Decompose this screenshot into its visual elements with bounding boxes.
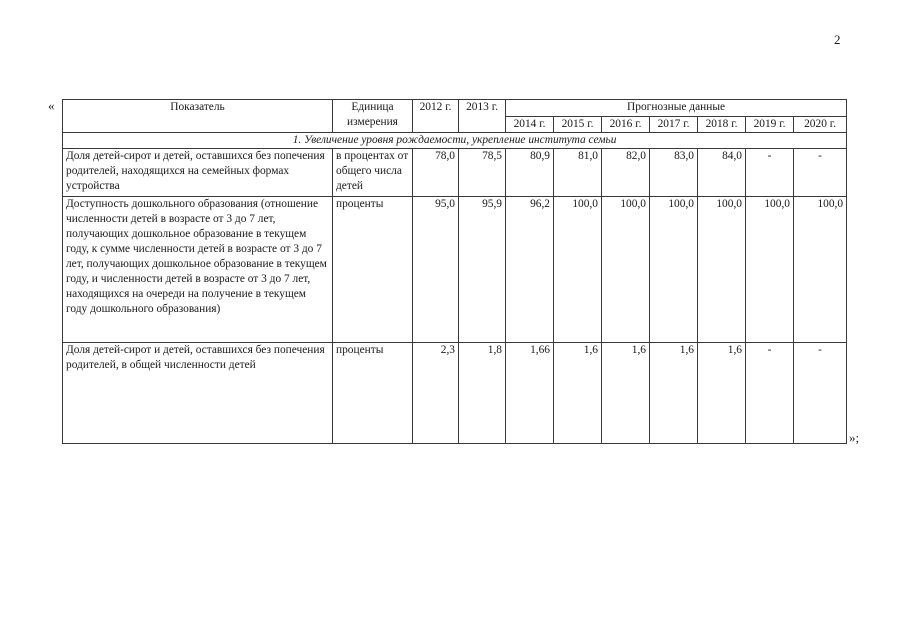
- header-year-2014: 2014 г.: [506, 117, 554, 133]
- table-row: [63, 149, 847, 197]
- value-cell: -: [746, 343, 794, 444]
- value-cell: 1,66: [506, 343, 554, 444]
- closing-quote: »;: [849, 430, 860, 445]
- table-row: [63, 343, 847, 444]
- value-cell: 1,8: [459, 343, 506, 444]
- indicator-cell: Доступность дошкольного образования (отношение численности детей в возрасте от 3 до 7 лет, получающих дошкольное образование в текущем году, к сумме численности детей в возрасте от 3 до 7 лет, получающих дошкольное образование в текущем году, и численности детей в возрасте от 3 до 7 лет, находящихся на очереди на получение в текущем году дошкольного образования): [63, 197, 333, 343]
- value-cell: 96,2: [506, 197, 554, 343]
- header-year-2016: 2016 г.: [602, 117, 650, 133]
- value-cell: 83,0: [650, 149, 698, 197]
- value-cell: 1,6: [602, 343, 650, 444]
- value-cell: 100,0: [554, 197, 602, 343]
- section-title: 1. Увеличение уровня рождаемости, укрепление института семьи: [63, 133, 847, 149]
- unit-cell: проценты: [333, 197, 413, 343]
- header-unit: Единица измерения: [333, 100, 413, 133]
- value-cell: 1,6: [650, 343, 698, 444]
- indicators-table: [62, 99, 847, 444]
- header-year-2020: 2020 г.: [794, 117, 847, 133]
- unit-cell: проценты: [333, 343, 413, 444]
- value-cell: 80,9: [506, 149, 554, 197]
- indicator-cell: Доля детей-сирот и детей, оставшихся без попечения родителей, находящихся на семейных формах устройства: [63, 149, 333, 197]
- opening-quote: «: [48, 98, 55, 113]
- header-year-2019: 2019 г.: [746, 117, 794, 133]
- value-cell: 1,6: [554, 343, 602, 444]
- header-year-2013: 2013 г.: [459, 100, 506, 133]
- value-cell: -: [746, 149, 794, 197]
- value-cell: 95,0: [413, 197, 459, 343]
- header-year-2018: 2018 г.: [698, 117, 746, 133]
- header-year-2015: 2015 г.: [554, 117, 602, 133]
- value-cell: 78,0: [413, 149, 459, 197]
- value-cell: 100,0: [650, 197, 698, 343]
- value-cell: 100,0: [602, 197, 650, 343]
- header-indicator: Показатель: [63, 100, 333, 133]
- header-forecast: Прогнозные данные: [506, 100, 847, 117]
- value-cell: 82,0: [602, 149, 650, 197]
- value-cell: 78,5: [459, 149, 506, 197]
- header-year-2017: 2017 г.: [650, 117, 698, 133]
- header-row: [63, 100, 847, 117]
- header-year-2012: 2012 г.: [413, 100, 459, 133]
- unit-cell: в процентах от общего числа детей: [333, 149, 413, 197]
- indicator-cell: Доля детей-сирот и детей, оставшихся без попечения родителей, в общей численности детей: [63, 343, 333, 444]
- value-cell: 100,0: [746, 197, 794, 343]
- value-cell: -: [794, 149, 847, 197]
- table-row: [63, 197, 847, 343]
- section-row: [63, 133, 847, 149]
- value-cell: 81,0: [554, 149, 602, 197]
- value-cell: 100,0: [794, 197, 847, 343]
- value-cell: 1,6: [698, 343, 746, 444]
- value-cell: 2,3: [413, 343, 459, 444]
- value-cell: 100,0: [698, 197, 746, 343]
- page-number: 2: [834, 32, 841, 47]
- value-cell: 95,9: [459, 197, 506, 343]
- value-cell: -: [794, 343, 847, 444]
- value-cell: 84,0: [698, 149, 746, 197]
